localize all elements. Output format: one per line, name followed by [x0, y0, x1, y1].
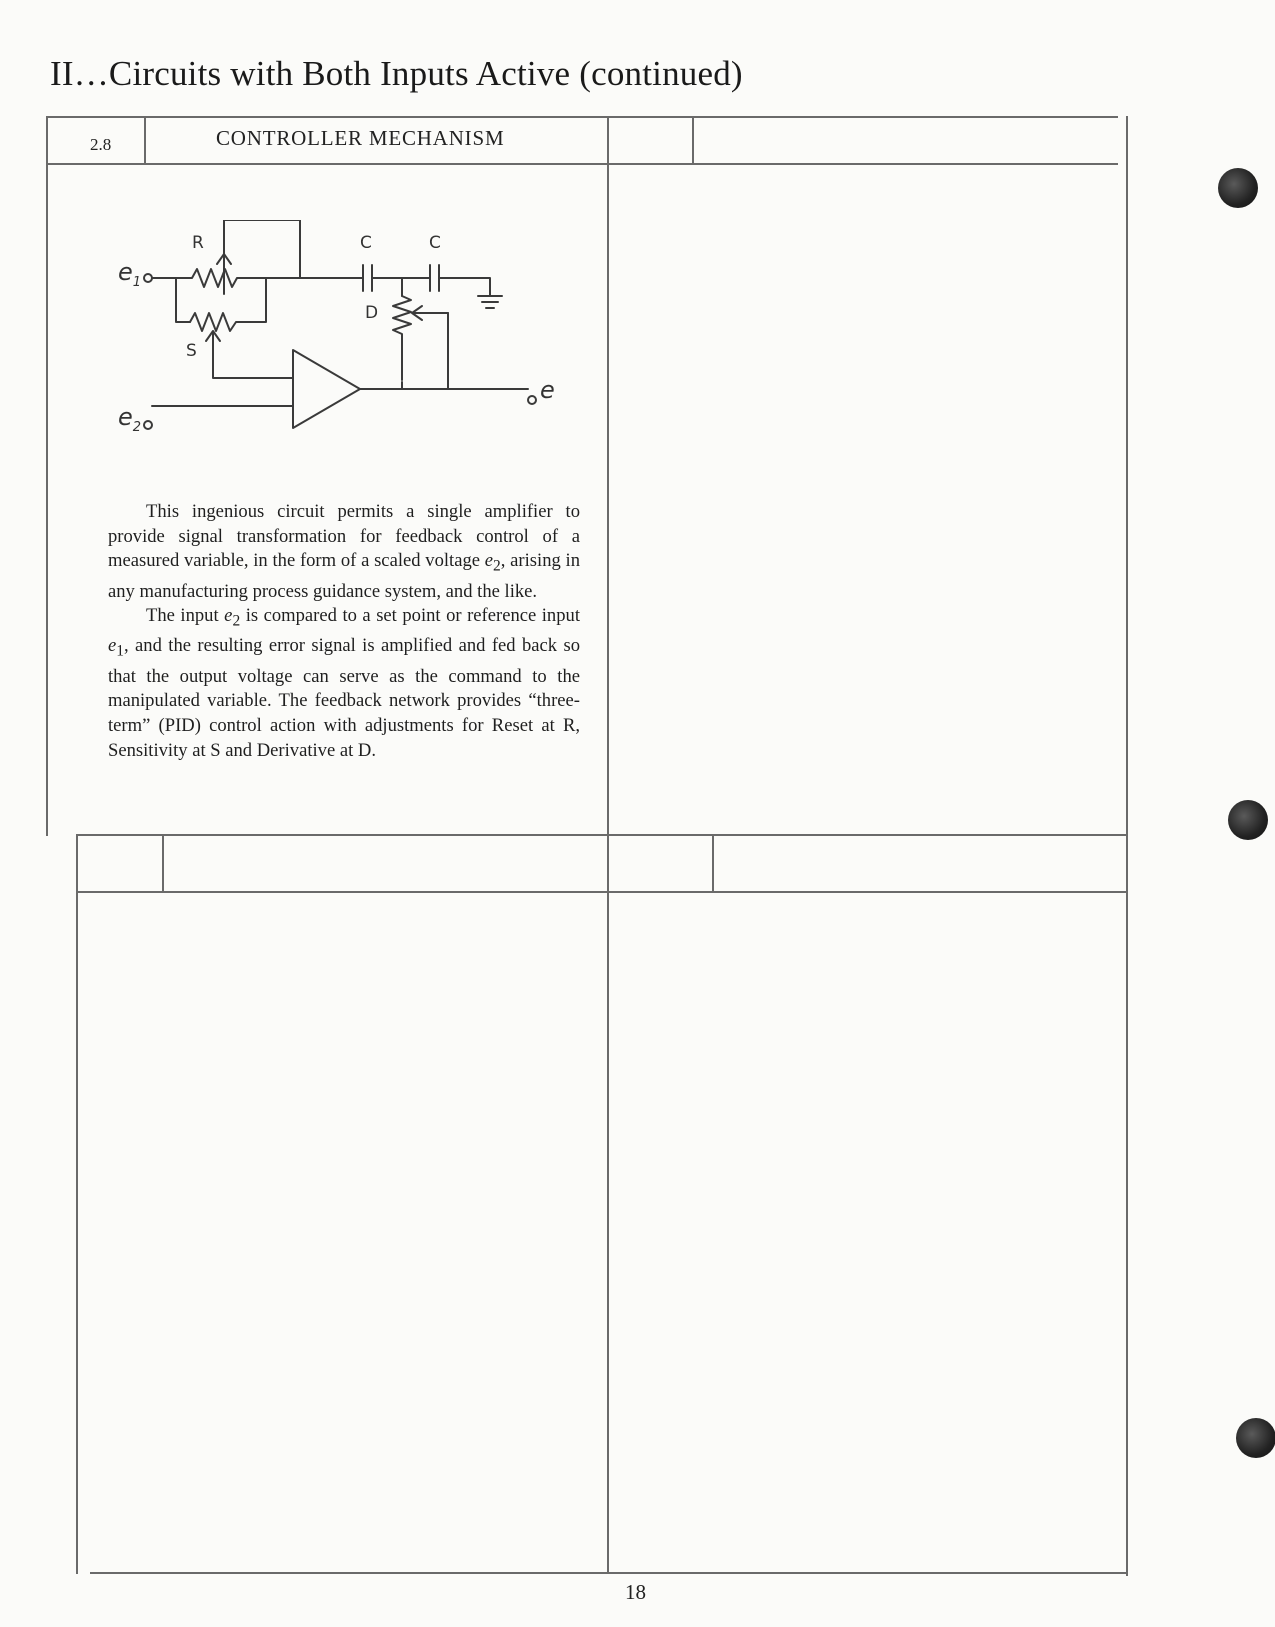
paragraph-2-var-1: e [224, 605, 233, 627]
paragraph-1-text-b: , arising in any manufacturing process guidance system, and the like. [108, 550, 580, 602]
grid-lower-number-divider-right [712, 834, 714, 892]
page-heading: II…Circuits with Both Inputs Active (continued) [50, 54, 743, 93]
paragraph-2-text-a: The input [146, 605, 225, 627]
label-e2-sub: 2 [132, 420, 142, 435]
sensitivity-wiper-arrow [206, 331, 220, 370]
punch-hole-middle [1228, 800, 1268, 840]
page-number: 18 [625, 1580, 646, 1604]
paragraph-1-sub: 2 [493, 557, 501, 575]
label-c1: C [360, 233, 372, 253]
grid-middle-top [76, 834, 1128, 836]
grid-right-number-divider [692, 116, 694, 164]
ground-symbol [478, 296, 502, 308]
cell-title: CONTROLLER MECHANISM [216, 126, 505, 150]
grid-lower-number-divider-left [162, 834, 164, 892]
capacitor-1 [363, 265, 372, 291]
grid-number-divider [144, 116, 146, 164]
paragraph-1-text-a: This ingenious circuit permits a single amplifier to provide signal transformation for feedback control of a measured variable, in the form of a scaled voltage [108, 501, 580, 572]
grid-bottom-border [90, 1572, 1128, 1574]
label-e-output: e [540, 376, 555, 404]
grid-right-border [1126, 116, 1128, 1576]
output-wire [360, 382, 528, 389]
reset-bypass-wire [224, 220, 300, 278]
paragraph-2-text-b: is compared to a set point or reference input [240, 605, 580, 627]
paragraph-2 [108, 604, 580, 763]
grid-left-border-lower [76, 834, 78, 1574]
paragraph-2-var-2: e [108, 635, 117, 657]
cell-number: 2.8 [90, 135, 112, 154]
label-e2-var: e [118, 403, 133, 431]
input-1-terminal [144, 274, 152, 282]
label-e2 [118, 403, 141, 435]
input-2-terminal [144, 421, 152, 429]
label-e1-var: e [118, 258, 133, 286]
punch-hole-top [1218, 168, 1258, 208]
label-c2: C [429, 233, 441, 253]
grid-header-divider [46, 163, 1118, 165]
grid-left-border [46, 116, 48, 836]
paragraph-2-sub-2: 1 [116, 643, 125, 661]
grid-middle-bottom [76, 891, 1128, 893]
grid-center-divider [607, 116, 609, 1574]
output-terminal [528, 396, 536, 404]
paragraph-1-var: e [484, 550, 494, 572]
grid-top-border [46, 116, 1118, 118]
ground-wire [439, 278, 490, 296]
derivative-resistor [393, 296, 411, 380]
label-d: D [365, 303, 379, 323]
paragraph-1 [108, 500, 580, 604]
punch-hole-bottom [1236, 1418, 1275, 1458]
label-s: S [186, 341, 197, 361]
paragraph-2-text-c: , and the resulting error signal is amplified and fed back so that the output voltage can serve as the command to the manipulated variable. The feedback network provides “three-term” (PID) control action with adjustments for Reset at R, Sensitivity at S and Derivative at D. [108, 635, 580, 761]
derivative-wiper-arrow [412, 306, 448, 320]
paragraph-2-sub-1: 2 [232, 612, 241, 630]
controller-circuit-diagram [108, 220, 568, 460]
amplifier-triangle [293, 350, 360, 428]
label-e1-sub: 1 [132, 275, 142, 290]
reset-wiper-arrow [217, 254, 231, 294]
sensitivity-resistor [190, 313, 250, 331]
cell-description [108, 500, 580, 763]
label-r: R [192, 233, 204, 253]
feedback-to-inverting-input-wire [213, 370, 293, 378]
reset-resistor [176, 269, 300, 287]
label-e1 [118, 258, 141, 290]
capacitor-2 [430, 265, 439, 291]
